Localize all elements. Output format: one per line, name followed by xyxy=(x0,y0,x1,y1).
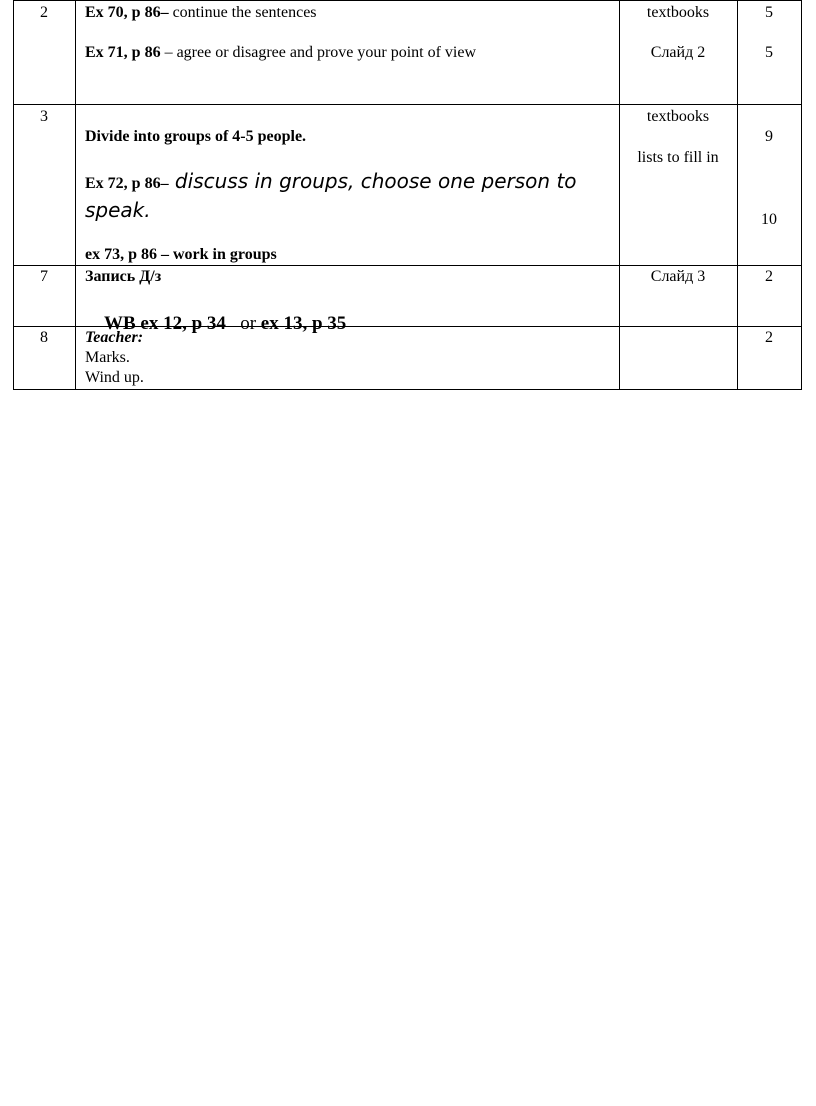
time-value: 2 xyxy=(765,329,773,346)
task-ref: Ex 70, p 86– xyxy=(85,4,169,21)
task-text xyxy=(85,3,615,23)
materials-item: Слайд 2 xyxy=(650,44,706,61)
time-value: 2 xyxy=(765,268,773,285)
task-desc: discuss in groups, choose one person to speak. xyxy=(85,169,577,222)
homework-ref: ex 13, p 35 xyxy=(260,313,347,334)
time-value: 10 xyxy=(761,211,777,228)
task-text xyxy=(85,43,615,63)
row-number: 7 xyxy=(40,268,48,285)
task-text: ex 73, p 86 – work in groups xyxy=(85,246,277,263)
task-ref: Ex 72, p 86– xyxy=(85,175,169,192)
teacher-label: Teacher: xyxy=(85,329,144,346)
row-divider xyxy=(13,104,802,105)
task-text xyxy=(85,168,605,226)
row-divider xyxy=(13,389,802,390)
row-divider xyxy=(13,265,802,266)
column-divider xyxy=(75,0,76,390)
time-value: 5 xyxy=(765,4,773,21)
time-value: 9 xyxy=(765,128,773,145)
homework-label: Запись Д/з xyxy=(85,268,162,285)
column-divider xyxy=(801,0,802,390)
task-desc: continue the sentences xyxy=(168,4,317,21)
row-number: 8 xyxy=(40,329,48,346)
task-instruction: Divide into groups of 4-5 people. xyxy=(85,128,307,145)
homework-or: or xyxy=(225,313,261,334)
closing-item: Marks. xyxy=(85,349,130,366)
row-divider xyxy=(13,0,802,1)
homework-ref: WB ex 12, p 34 xyxy=(104,313,226,334)
closing-item: Wind up. xyxy=(85,369,144,386)
materials-item: textbooks xyxy=(646,4,710,21)
time-value: 5 xyxy=(765,44,773,61)
task-ref: Ex 71, p 86 xyxy=(85,44,161,61)
lesson-plan-table xyxy=(13,0,802,390)
materials-item: Слайд 3 xyxy=(650,268,706,285)
task-desc: – agree or disagree and prove your point of view xyxy=(160,44,477,61)
row-number: 2 xyxy=(40,4,48,21)
materials-item: textbooks xyxy=(646,108,710,125)
materials-item: lists to fill in xyxy=(637,149,719,166)
row-number: 3 xyxy=(40,108,48,125)
